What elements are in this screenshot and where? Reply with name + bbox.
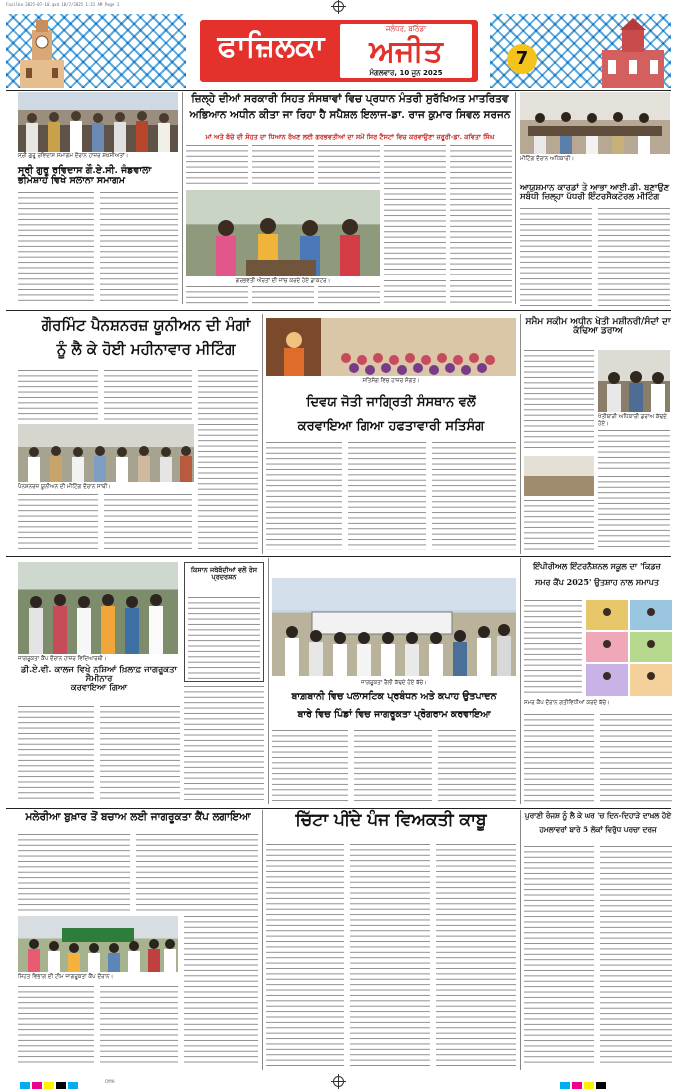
boxed-story <box>184 562 264 682</box>
chitta-body-col1 <box>266 844 344 1066</box>
waste-body-col3 <box>438 730 516 804</box>
pension-body-col2 <box>104 494 192 550</box>
lead-body-col1 <box>186 145 248 187</box>
masthead-rule <box>6 90 671 91</box>
imperial-photo-caption: ਸਮਰ ਕੈਂਪ ਦੌਰਾਨ ਗਤੀਵਿਧੀਆਂ ਕਰਦੇ ਬੱਚੇ। <box>524 700 610 706</box>
pension-body-col0a <box>18 370 98 420</box>
lead-body-col8 <box>318 286 380 306</box>
scheme-body-col2 <box>598 430 670 470</box>
photo-caption-top-right: ਮੀਟਿੰਗ ਦੌਰਾਨ ਅਧਿਕਾਰੀ। <box>520 156 575 162</box>
boxed-story-headline: ਕਿਸਾਨ ਜਥੇਬੰਦੀਆਂ ਵਲੋਂ ਰੋਸ ਪ੍ਰਦਰਸ਼ਨ <box>190 566 258 582</box>
boxed-story-body <box>188 597 260 679</box>
headline-top-right: ਆਯੁਸ਼ਮਾਨ ਕਾਰਡਾਂ ਤੇ ਆਭਾ ਆਈ.ਡੀ. ਬਣਾਉਣ ਸਬੰਧੀ ਜ਼ਿਲ੍ਹਾ ਪੱਧਰੀ ਇੰਟਰਸੈਕਟੋਰਲ ਮੀਟਿੰਗ <box>520 183 670 203</box>
waste-headline-line1: ਬਾਗ਼ਬਾਨੀ ਵਿਚ ਪਲਾਸਟਿਕ ਪ੍ਰਬੰਧਨ ਅਤੇ ਕਪਾਹ ਉਤਪਾਦਨ <box>291 691 497 702</box>
chitta-body-col2 <box>350 844 430 1066</box>
malaria-body-col3 <box>184 916 258 1066</box>
chitta-headline: ਚਿੱਟਾ ਪੀਂਦੇ ਪੰਜ ਵਿਅਕਤੀ ਕਾਬੂ <box>295 810 487 830</box>
waste-photo <box>272 578 516 676</box>
nameplate-edition: ਜਲੰਧਰ, ਬਠਿੰਡਾ <box>385 25 427 33</box>
lead-photo-caption: ਗਰਭਵਤੀ ਔਰਤਾਂ ਦੀ ਜਾਂਚ ਕਰਦੇ ਹੋਏ ਡਾਕਟਰ। <box>235 278 331 284</box>
lead-body-col6 <box>186 286 248 306</box>
photo-top-left-group <box>18 92 178 152</box>
scheme-body-col1 <box>524 350 594 450</box>
pension-body-col3 <box>198 424 258 550</box>
heritage-building-illustration <box>598 16 668 88</box>
pension-headline-line1: ਗੌਰਮਿੰਟ ਪੈਨਸ਼ਨਰਜ਼ ਯੂਨੀਅਨ ਦੀ ਮੰਗਾਂ <box>41 316 251 334</box>
lead-headline-line1: ਜ਼ਿਲ੍ਹੇ ਦੀਆਂ ਸਰਕਾਰੀ ਸਿਹਤ ਸੰਸਥਾਵਾਂ ਵਿਚ ਪ੍ਰਧਾਨ ਮੰਤਰੀ ਸੁਰੱਖਿਅਤ ਮਾਤਰਿਤਵ <box>191 93 509 105</box>
malaria-body-col1 <box>18 834 130 912</box>
djjs-body-col2 <box>348 442 426 550</box>
photo-mid-left-caption: ਜਾਗਰੂਕਤਾ ਕੈਂਪ ਦੌਰਾਨ ਹਾਜ਼ਰ ਵਿਦਿਆਰਥੀ। <box>18 656 107 662</box>
imperial-headline-line2: ਸਮਰ ਕੈਂਪ 2025' ਉਤਸ਼ਾਹ ਨਾਲ ਸਮਾਪਤ <box>534 577 660 587</box>
nameplate <box>200 20 478 82</box>
waste-body-col1 <box>272 730 348 804</box>
lead-body-col4 <box>384 145 446 275</box>
mid-left-body-col1 <box>18 706 94 800</box>
mid-center-body-col <box>184 686 264 800</box>
malaria-photo <box>18 916 178 972</box>
page-number-badge: 7 <box>507 44 537 74</box>
color-calibration-bar-right <box>560 1077 608 1087</box>
malaria-headline: ਮਲੇਰੀਆ ਬੁਖ਼ਾਰ ਤੋਂ ਬਚਾਅ ਲਈ ਜਾਗਰੂਕਤਾ ਕੈਂਪ ਲਗਾਇਆ <box>25 811 251 823</box>
lead-body-col10 <box>450 280 512 306</box>
body-text-top-right-col2 <box>598 208 670 306</box>
waste-body-col2 <box>354 730 432 804</box>
old-case-headline-line1: ਪੁਰਾਣੀ ਰੰਜਸ਼ ਨੂੰ ਲੈ ਕੇ ਘਰ 'ਚ ਦਿਨ-ਦਿਹਾੜੇ ਦਾਖ਼ਲ ਹੋਏ <box>524 811 672 820</box>
headline-top-left: ਸ੍ਰੀ ਗੁਰੂ ਰਵਿਦਾਸ ਗੌ.ਏ.ਸੀ. ਜੰਡਵਾਲਾ ਭੀਮੇਸ਼ਾਹ ਵਿਖੇ ਸਲਾਨਾ ਸਮਾਗਮ <box>18 165 152 187</box>
djjs-headline-line2: ਕਰਵਾਇਆ ਗਿਆ ਹਫਤਾਵਾਰੀ ਸਤਿਸੰਗ <box>297 419 485 434</box>
photo-mid-left-group <box>18 562 178 654</box>
malaria-body-col5 <box>100 986 178 1066</box>
lead-body-col7 <box>252 286 314 306</box>
lead-body-col9 <box>384 280 446 306</box>
malaria-body-col2 <box>136 834 258 912</box>
photo-top-right-meeting <box>520 92 670 154</box>
lead-body-col3 <box>318 145 380 187</box>
old-case-body-col1 <box>524 846 594 1066</box>
clock-tower-illustration <box>14 16 70 88</box>
pension-body-col1 <box>18 494 98 550</box>
imperial-body-col1 <box>524 600 582 696</box>
scheme-photo <box>598 350 670 412</box>
lead-headline-line2: ਅਭਿਆਨ ਅਧੀਨ ਕੀਤਾ ਜਾ ਰਿਹਾ ਹੈ ਸਪੈਸ਼ਲ ਇਲਾਜ-ਡਾ. ਰਾਜ ਕੁਮਾਰ ਸਿਵਲ ਸਰਜਨ <box>189 109 511 121</box>
malaria-body-col4 <box>18 986 94 1066</box>
nameplate-date: ਮੰਗਲਵਾਰ, 10 ਜੂਨ 2025 <box>369 69 443 77</box>
nameplate-title: ਅਜੀਤ <box>369 34 443 69</box>
mid-left-headline-line1: ਡੀ.ਏ.ਵੀ. ਕਾਲਜ ਵਿਖੇ ਨਸ਼ਿਆਂ ਖ਼ਿਲਾਫ਼ ਜਾਗਰੂਕਤਾ ਸੈਮੀਨਾਰ <box>21 665 177 685</box>
pension-body-col0c <box>198 370 258 420</box>
imperial-body-col2 <box>524 714 594 804</box>
chitta-body-col3 <box>436 844 516 1066</box>
scheme-photo-2 <box>524 456 594 496</box>
body-text-top-left-col2 <box>100 192 178 302</box>
djjs-headline-line1: ਦਿਵਯ ਜੋਤੀ ਜਾਗ੍ਰਿਤੀ ਸੰਸਥਾਨ ਵਲੋਂ <box>306 395 476 410</box>
imperial-headline-line1: ਇੰਪੀਰੀਅਲ ਇੰਟਰਨੈਸ਼ਨਲ ਸਕੂਲ ਦਾ 'ਕਿਡਜ਼ <box>533 561 661 571</box>
djjs-photo-caption: ਸਤਿਸੰਗ ਵਿਚ ਹਾਜ਼ਰ ਸੰਗਤ। <box>362 378 420 384</box>
imperial-body-col3 <box>600 714 672 804</box>
lead-strap: ਮਾਂ ਅਤੇ ਬੱਚੇ ਦੀ ਸੋਹਤ ਦਾ ਧਿਆਨ ਰੱਖਣ ਲਈ ਗਰਭਵਤੀਆਂ ਦਾ ਸਮੇਂ ਸਿਰ ਟੈਸਟਾਂ ਵਿਚ ਕਰਵਾਉਣਾ ਜ਼ਰੂਰੀ-ਡਾ. ਕਵਿਤਾ ਸਿੰਘ <box>205 133 495 141</box>
pension-headline-line2: ਨੂੰ ਲੈ ਕੇ ਹੋਈ ਮਹੀਨਾਵਾਰ ਮੀਟਿੰਗ <box>56 340 236 358</box>
body-text-top-left-col1 <box>18 192 94 302</box>
waste-headline-line2: ਬਾਰੇ ਵਿਚ ਪਿੰਡਾਂ ਵਿਚ ਜਾਗਰੂਕਤਾ ਪ੍ਰੋਗਰਾਮ ਕਰਵਾਇਆ <box>297 709 491 720</box>
scheme-photo-caption: ਖੇਤੀਬਾੜੀ ਅਧਿਕਾਰੀ ਡਰਾਅ ਕੱਢਦੇ ਹੋਏ। <box>598 414 667 427</box>
djjs-photo <box>266 318 516 376</box>
body-text-top-right-col1 <box>520 208 592 306</box>
lead-photo <box>186 190 380 276</box>
pension-photo-caption: ਪੈਨਸ਼ਨਰਜ਼ ਯੂਨੀਅਨ ਦੀ ਮੀਟਿੰਗ ਦੌਰਾਨ ਸਾਥੀ। <box>18 484 111 490</box>
old-case-headline-line2: ਹਮਲਾਵਰਾਂ ਬਾਰੇ 5 ਲੋਕਾਂ ਵਿਰੁੱਧ ਪਰਚਾ ਦਰਜ <box>539 825 657 834</box>
nameplate-city: ਫਾਜ਼ਿਲਕਾ <box>217 29 325 64</box>
lead-body-col2 <box>252 145 314 187</box>
mid-left-body-col2 <box>100 706 180 800</box>
scheme-body-col4 <box>598 476 670 550</box>
printer-slug: Fazilka-2025-07-10.qxd 10/7/2025 1:31 AM Page 1 <box>6 2 120 7</box>
registration-mark-bottom <box>333 1076 344 1087</box>
djjs-body-col1 <box>266 442 342 550</box>
old-case-body-col2 <box>600 846 672 1066</box>
waste-photo-caption: ਜਾਗਰੂਕਤਾ ਰੈਲੀ ਕੱਢਦੇ ਹੋਏ ਬੱਚੇ। <box>361 680 427 686</box>
scheme-body-col3 <box>524 500 594 550</box>
pension-photo <box>18 424 194 482</box>
color-calibration-bar <box>20 1077 80 1087</box>
registration-mark-top <box>333 1 344 12</box>
color-label: CMYK <box>105 1079 115 1084</box>
photo-caption-top-left: ਸ੍ਰੀ ਗੁਰੂ ਰਵਿਦਾਸ ਸਮਾਗਮ ਦੌਰਾਨ ਹਾਜ਼ਰ ਸ਼ਖ਼ਸੀਅਤਾਂ। <box>18 153 129 159</box>
imperial-photo-grid <box>586 600 672 696</box>
djjs-body-col3 <box>432 442 516 550</box>
lead-body-col5 <box>450 145 512 275</box>
malaria-photo-caption: ਸਿਹਤ ਵਿਭਾਗ ਦੀ ਟੀਮ ਜਾਗਰੂਕਤਾ ਕੈਂਪ ਦੌਰਾਨ। <box>18 974 114 980</box>
mid-left-headline-line2: ਕਰਵਾਇਆ ਗਿਆ <box>70 683 128 693</box>
scheme-headline: ਸਮੈਮ ਸਕੀਮ ਅਧੀਨ ਖੇਤੀ ਮਸ਼ੀਨਰੀ/ਸੰਦਾਂ ਦਾ ਕੱਢਿਆ ਡਰਾਅ <box>525 317 671 337</box>
pension-body-col0b <box>104 370 192 420</box>
